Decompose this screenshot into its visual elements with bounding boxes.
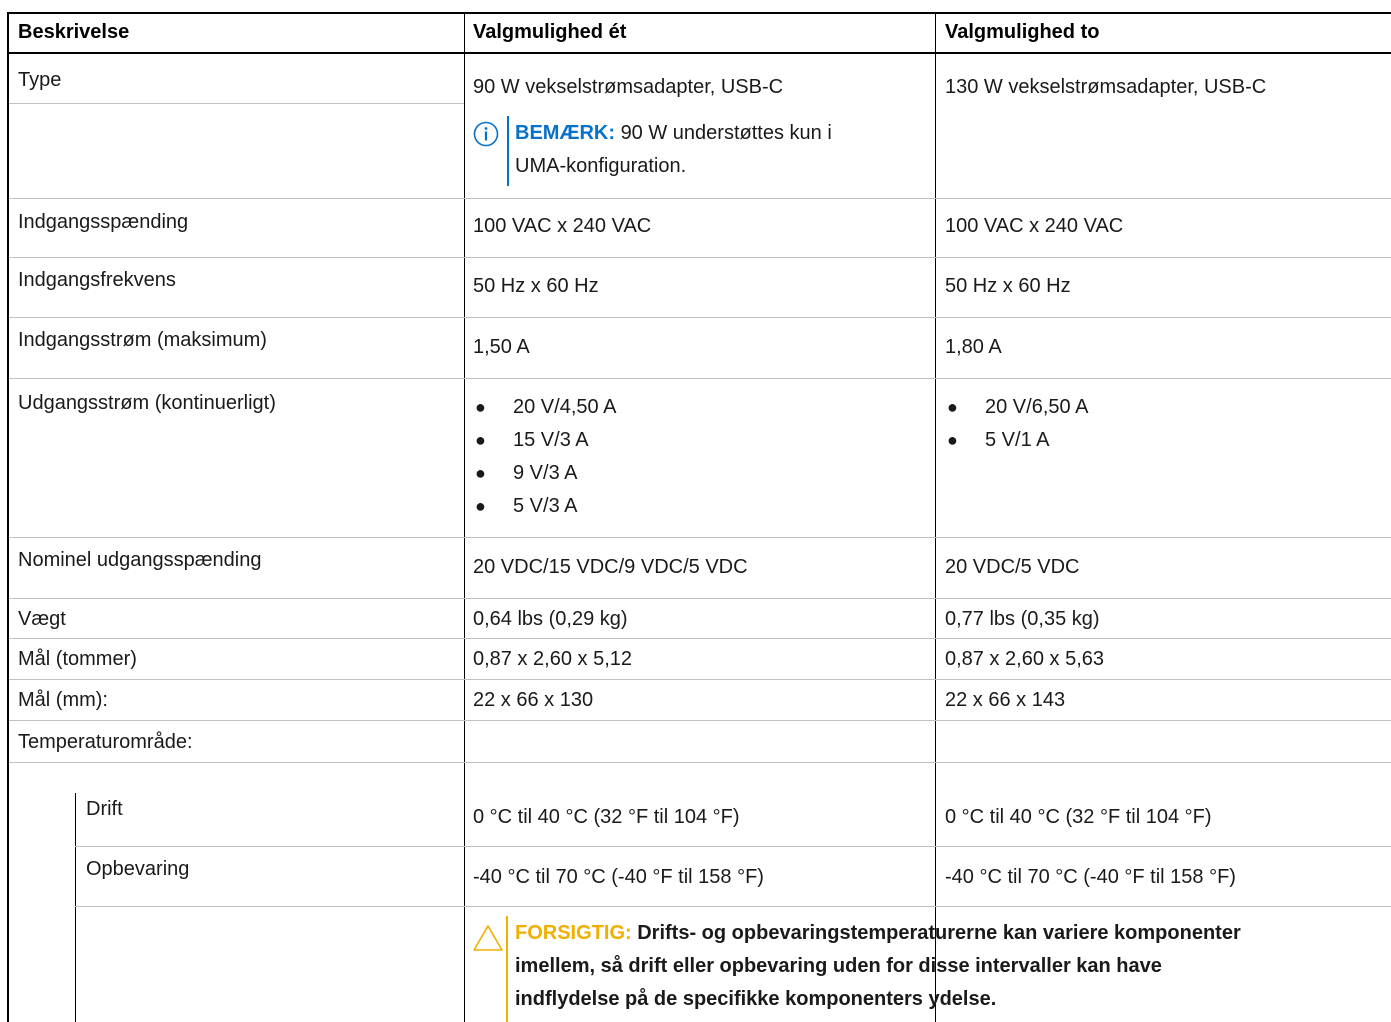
- caution-line-1: [515, 917, 1241, 950]
- note-line-1: [515, 117, 832, 150]
- caution-text-1: Drifts- og opbevaringstemperaturerne kan variere komponenter: [637, 922, 1241, 944]
- dimensions-inch-option-two: 0,87 x 2,60 x 5,63: [945, 648, 1105, 670]
- row-rule: [9, 598, 1391, 599]
- row-rule: [9, 317, 1391, 318]
- caution-line-3: indflydelse på de specifikke komponenters ydelse.: [515, 988, 997, 1010]
- list-item: ● 15 V/3 A: [475, 424, 616, 457]
- row-label-storage: Opbevaring: [86, 858, 190, 880]
- info-icon: [473, 121, 499, 147]
- rated-output-voltage-option-one: 20 VDC/15 VDC/9 VDC/5 VDC: [473, 556, 748, 578]
- row-rule: [9, 679, 1391, 680]
- list-item: ● 5 V/1 A: [947, 424, 1088, 457]
- bullet-icon: ●: [475, 430, 486, 450]
- row-label-weight: Vægt: [18, 608, 66, 630]
- bullet-icon: ●: [947, 397, 958, 417]
- input-current-option-one: 1,50 A: [473, 336, 530, 358]
- row-label-dimensions-inch: Mål (tommer): [18, 648, 137, 670]
- list-item: ● 5 V/3 A: [475, 490, 616, 523]
- row-label-input-voltage: Indgangsspænding: [18, 211, 189, 233]
- note-line-2: UMA-konfiguration.: [515, 155, 687, 177]
- list-item: ● 9 V/3 A: [475, 457, 616, 490]
- row-label-type: Type: [18, 69, 62, 91]
- bullet-icon: ●: [475, 463, 486, 483]
- row-label-input-current: Indgangsstrøm (maksimum): [18, 329, 267, 351]
- row-label-dimensions-mm: Mål (mm):: [18, 689, 108, 711]
- output-current-option-two-list: [947, 391, 1088, 457]
- row-rule: [9, 257, 1391, 258]
- list-item: ● 20 V/6,50 A: [947, 391, 1088, 424]
- type-option-two: 130 W vekselstrømsadapter, USB-C: [945, 76, 1267, 98]
- input-voltage-option-one: 100 VAC x 240 VAC: [473, 215, 652, 237]
- row-rule: [9, 720, 1391, 721]
- row-rule: [9, 638, 1391, 639]
- table-top-border: [7, 12, 1391, 14]
- rated-output-voltage-option-two: 20 VDC/5 VDC: [945, 556, 1080, 578]
- col-separator-2: [935, 12, 936, 1022]
- row-rule: [9, 762, 1391, 763]
- warning-triangle-icon: [472, 924, 504, 952]
- caution-label: FORSIGTIG:: [515, 922, 632, 944]
- input-current-option-two: 1,80 A: [945, 336, 1002, 358]
- row-rule: [9, 537, 1391, 538]
- row-label-operating: Drift: [86, 798, 123, 820]
- row-label-input-frequency: Indgangsfrekvens: [18, 269, 176, 291]
- bullet-icon: ●: [947, 430, 958, 450]
- row-rule: [75, 906, 1391, 907]
- dimensions-inch-option-one: 0,87 x 2,60 x 5,12: [473, 648, 633, 670]
- output-current-option-one-list: [475, 391, 616, 523]
- type-option-one: 90 W vekselstrømsadapter, USB-C: [473, 76, 784, 98]
- list-item: ● 20 V/4,50 A: [475, 391, 616, 424]
- row-rule: [9, 378, 1391, 379]
- row-rule: [75, 846, 1391, 847]
- operating-option-two: 0 °C til 40 °C (32 °F til 104 °F): [945, 806, 1212, 828]
- input-frequency-option-one: 50 Hz x 60 Hz: [473, 275, 599, 297]
- input-frequency-option-two: 50 Hz x 60 Hz: [945, 275, 1071, 297]
- weight-option-one: 0,64 lbs (0,29 kg): [473, 608, 628, 630]
- row-label-temperature-range: Temperaturområde:: [18, 731, 193, 753]
- storage-option-two: -40 °C til 70 °C (-40 °F til 158 °F): [945, 866, 1236, 888]
- header-option-two: Valgmulighed to: [945, 21, 1100, 43]
- row-rule: [9, 198, 1391, 199]
- table-left-border: [7, 12, 9, 1022]
- input-voltage-option-two: 100 VAC x 240 VAC: [945, 215, 1124, 237]
- row-label-output-current: Udgangsstrøm (kontinuerligt): [18, 392, 276, 414]
- header-bottom-border: [7, 52, 1391, 54]
- row-rule: [9, 103, 464, 104]
- power-adapter-spec-table: [7, 12, 1391, 1022]
- operating-option-one: 0 °C til 40 °C (32 °F til 104 °F): [473, 806, 740, 828]
- note-text-1: 90 W understøttes kun i: [620, 122, 832, 144]
- note-label: BEMÆRK:: [515, 122, 615, 144]
- subcol-separator: [75, 793, 76, 1022]
- bullet-icon: ●: [475, 496, 486, 516]
- note-accent-bar: [507, 116, 509, 186]
- header-option-one: Valgmulighed ét: [473, 21, 627, 43]
- col-separator-1: [464, 12, 465, 1022]
- row-label-rated-output-voltage: Nominel udgangsspænding: [18, 549, 262, 571]
- caution-line-2: imellem, så drift eller opbevaring uden for disse intervaller kan have: [515, 955, 1162, 977]
- dimensions-mm-option-two: 22 x 66 x 143: [945, 689, 1066, 711]
- bullet-icon: ●: [475, 397, 486, 417]
- dimensions-mm-option-one: 22 x 66 x 130: [473, 689, 594, 711]
- storage-option-one: -40 °C til 70 °C (-40 °F til 158 °F): [473, 866, 764, 888]
- weight-option-two: 0,77 lbs (0,35 kg): [945, 608, 1100, 630]
- caution-accent-bar: [506, 916, 508, 1022]
- header-description: Beskrivelse: [18, 21, 130, 43]
